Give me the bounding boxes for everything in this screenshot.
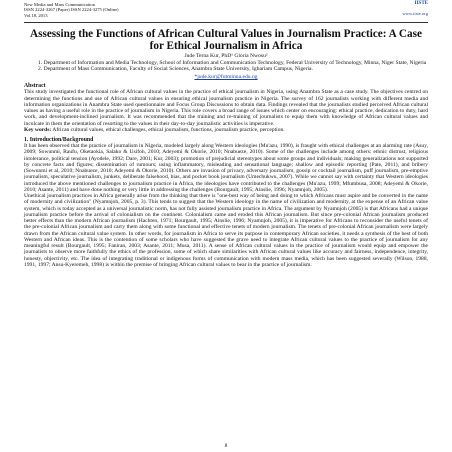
keywords-label: Key words:: [24, 126, 52, 133]
journal-website[interactable]: www.iiste.org: [402, 11, 428, 16]
journal-name: New Media and Mass Communication: [24, 2, 95, 7]
iiste-logo: IISTE: [414, 1, 428, 6]
affiliation-1: 1. Department of Information and Media Technology, School of Information and Communication Technology, Federal University of Technology, Minna, Niger State, Nigeria: [38, 60, 427, 66]
affiliations: [24, 60, 428, 72]
affiliation-2: 2. Department of Mass Communication, Faculty of Social Sciences, Anambra State University, Igbariam Campus, Nigeria.: [38, 66, 313, 73]
header-divider: [24, 22, 428, 23]
introduction-paragraph-2: Unethical journalism practices in Africa generally arise from the thinking that there is "one-best way of being and doing to which Africans must aspire and be converted in the name of modernity and civilization" (Nyamnjoh, 2005, p. 3). This tends to suggest that the Western ideology in the name of civilization and modernity, at the expense of an African value system, which is today accepted as a universal journalistic norm, has not fully assisted journalism practice in Africa. The argument by Nyamnjoh (2005) is that Africans had a unique journalism practice before the arrival of colonialism on the continent. Colonialism came and eroded this African journalism. But since pre-colonial African journalism produced better effects than the modern African journalism (Hachten, 1971; Bourgault, 1995; Ainslie, 1996; Nyamnjoh, 2005), it is imperative for Africans to reconsider the useful tenets of the pre-colonial African journalism and carry them along with some functional and effective tenets of modern journalism. The tenets of pre-colonial African journalism were largely drawn from the African cultural value system. In other words, for journalism in Africa to serve its purpose in contemporary African societies, it needs a synthesis of the best of both Western and African ideas. This is the contention of some scholars who have suggested the grave need to integrate African cultural values to the practice of journalism for any meaningful result (Bourgault, 1995; Faniran, 2003; Asante, 2011; Musa, 2011). A sense of African cultural values in the practice of journalism would equip and empower the journalists to observe more faithfully the ethics of the profession, some of which share similarities with African cultural values like accuracy and fairness, independence, integrity, honesty, objectivity, etc. The idea of integrating traditional or indigenous forms of communication with modern mass media, which has been suggested severally (Wilson, 1988, 1991, 1997; Ansu-Kyeremeh, 1998) is within the premise of bringing African cultural values to bear in the practice of journalism.: [24, 193, 428, 268]
keywords: [24, 127, 428, 133]
page-number: 8: [224, 443, 228, 449]
introduction-paragraph-1: It has been observed that the practice of journalism in Nigeria, modeled largely along Western ideologies (Mu'azu, 1990), is fraught with ethical challenges at an alarming rate (Asuy, 2009; Sowunmi, Raufu, Oketaokia, Salako & Usifoh, 2010; Adeyemi & Okorie, 2010; Nnabueze, 2010). Some of the challenges include among others: ethnic distrust, religious intolerance, political tension (Ayodele, 1992; Dare, 2001; Kur, 2003); promotion of prejudicial stereotypes about some groups and individuals; making generalizations not supported by concrete facts and figures; dissemination of rumours; using inflammatory, misleading and sensational language; shallow and episodic reporting (Pate, 2011), and bribery (Sowunmi et al, 2010; Nnabueze, 2010; Adeyemi & Okorie, 2010). Others are invasion of privacy, adversary journalism, gossip or cocktail journalism, puff journalism, pre-emptive journalism, speculative journalism, junkets, deliberate falsehood, bias, and pocket book journalism (Umechukwu, 2007). While we cannot say with certainty that Western ideologies introduced the above mentioned challenges to journalism practice in Africa, the ideologies have contributed to the challenges (Mu'azu, 1999; Mfumbusa, 2008; Adeyemi & Okorie, 2010; Asante, 2011) and have done nothing or very little in addressing the challenges (Bourgault, 1995; Ainslie, 1996; Nyamnjoh, 2005).: [24, 143, 428, 193]
journal-header: [24, 2, 428, 22]
paper-title: Assessing the Functions of African Cultural Values in Journalism Practice: A Case for Ethical Journalism in Africa: [30, 28, 422, 52]
abstract-text: This study investigated the functional role of African cultural values in the practice of ethical journalism in Nigeria, using Anambra State as a case study. The objectives centred on determining the functions and use of African cultural values in ensuring ethical journalism practice in Nigeria. The survey of 162 journalists working with different media and information organizations in Anambra State used questionnaire and Focus Group Discussions to obtain data. Findings revealed that the journalists studied perceived African cultural values as having a useful role in the practice of journalism in Nigeria. This role covers a broad range of issues which center on encouraging: ethical practice, dedication to duty, hard work, and development-inclined journalism. It was recommended that the training and re-training of journalists to equip them with knowledge of African cultural values and inculcate in them the orientation of resorting to the values in their day-to-day journalistic activities is imperative.: [24, 89, 428, 127]
introduction-heading: 1. Introduction/Background: [24, 137, 94, 144]
journal-issn: ISSN 2224-3267 (Paper) ISSN 2224-3275 (Online): [24, 7, 119, 13]
corresponding-email[interactable]: *jude.kur@futminna.edu.ng: [194, 74, 258, 81]
abstract-heading: Abstract: [24, 83, 46, 90]
journal-volume: Vol.18, 2013: [24, 12, 48, 18]
keywords-list: African cultural values, ethical challenges, ethical journalism, functions, journalism practice, perception.: [51, 126, 285, 133]
paper-authors: Jude Terna Kur, PhD¹ Gloria Nwosu²: [184, 53, 268, 59]
